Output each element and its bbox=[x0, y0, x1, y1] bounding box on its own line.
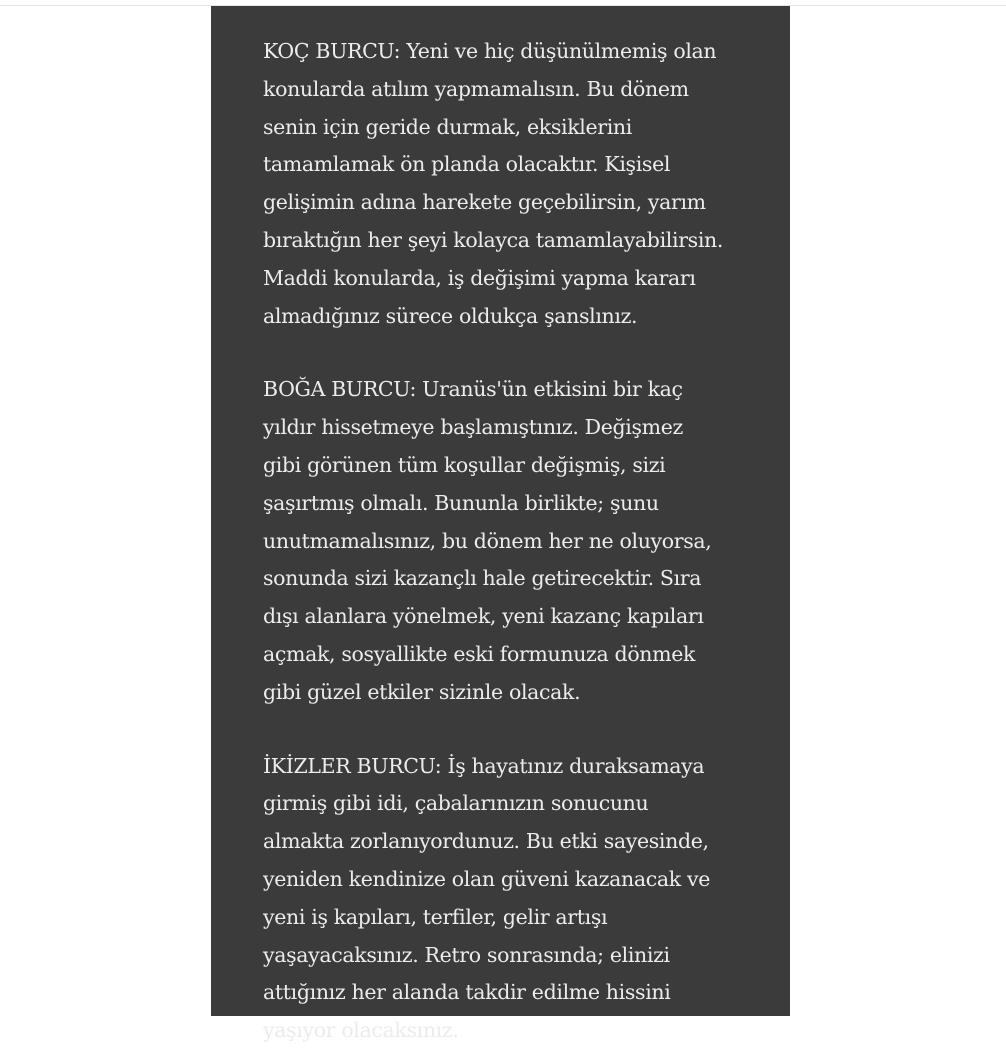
text-line: unutmamalısınız, bu dönem her ne oluyorsa, bbox=[263, 528, 712, 553]
text-line: konularda atılım yapmamalısın. Bu dönem bbox=[263, 76, 689, 101]
text-line: yıldır hissetmeye başlamıştınız. Değişmez bbox=[263, 415, 683, 440]
text-line: Maddi konularda, iş değişimi yapma kararı bbox=[263, 265, 696, 290]
text-line: KOÇ BURCU: Yeni ve hiç düşünülmemiş olan bbox=[263, 39, 717, 63]
text-line: gibi görünen tüm koşullar değişmiş, sizi bbox=[263, 452, 666, 477]
text-line: yaşıyor olacaksınız. bbox=[263, 1018, 459, 1043]
text-line: almakta zorlanıyordunuz. Bu etki sayesinde, bbox=[263, 829, 709, 854]
text-line: açmak, sosyallikte eski formunuza dönmek bbox=[263, 641, 696, 666]
text-line: İKİZLER BURCU: İş hayatınız duraksamaya bbox=[263, 753, 705, 778]
text-line: yeni iş kapıları, terfiler, gelir artışı bbox=[263, 904, 608, 929]
horoscope-paragraph-koc bbox=[263, 33, 750, 335]
text-line: girmiş gibi idi, çabalarınızın sonucunu bbox=[263, 791, 649, 816]
text-line: sonunda sizi kazançlı hale getirecektir. Sıra bbox=[263, 566, 702, 591]
text-line: gibi güzel etkiler sizinle olacak. bbox=[263, 679, 581, 704]
text-line: yeniden kendinize olan güveni kazanacak ve bbox=[263, 866, 710, 891]
text-line: yaşayacaksınız. Retro sonrasında; elinizi bbox=[263, 942, 670, 967]
horoscope-paragraph-ikizler bbox=[263, 748, 750, 1050]
text-line: gelişimin adına harekete geçebilirsin, yarım bbox=[263, 190, 706, 215]
text-line: bıraktığın her şeyi kolayca tamamlayabilirsin. bbox=[263, 227, 724, 252]
horoscope-text-panel bbox=[211, 6, 790, 1043]
text-line: dışı alanlara yönelmek, yeni kazanç kapıları bbox=[263, 604, 704, 629]
text-line: tamamlamak ön planda olacaktır. Kişisel bbox=[263, 152, 671, 177]
text-line: senin için geride durmak, eksiklerini bbox=[263, 114, 632, 139]
horoscope-paragraph-boga bbox=[263, 371, 750, 711]
text-line: BOĞA BURCU: Uranüs'ün etkisini bir kaç bbox=[263, 377, 683, 402]
text-line: şaşırtmış olmalı. Bununla birlikte; şunu bbox=[263, 490, 659, 515]
text-line: attığınız her alanda takdir edilme hissini bbox=[263, 980, 671, 1005]
text-line: almadığınız sürece oldukça şanslınız. bbox=[263, 303, 638, 328]
